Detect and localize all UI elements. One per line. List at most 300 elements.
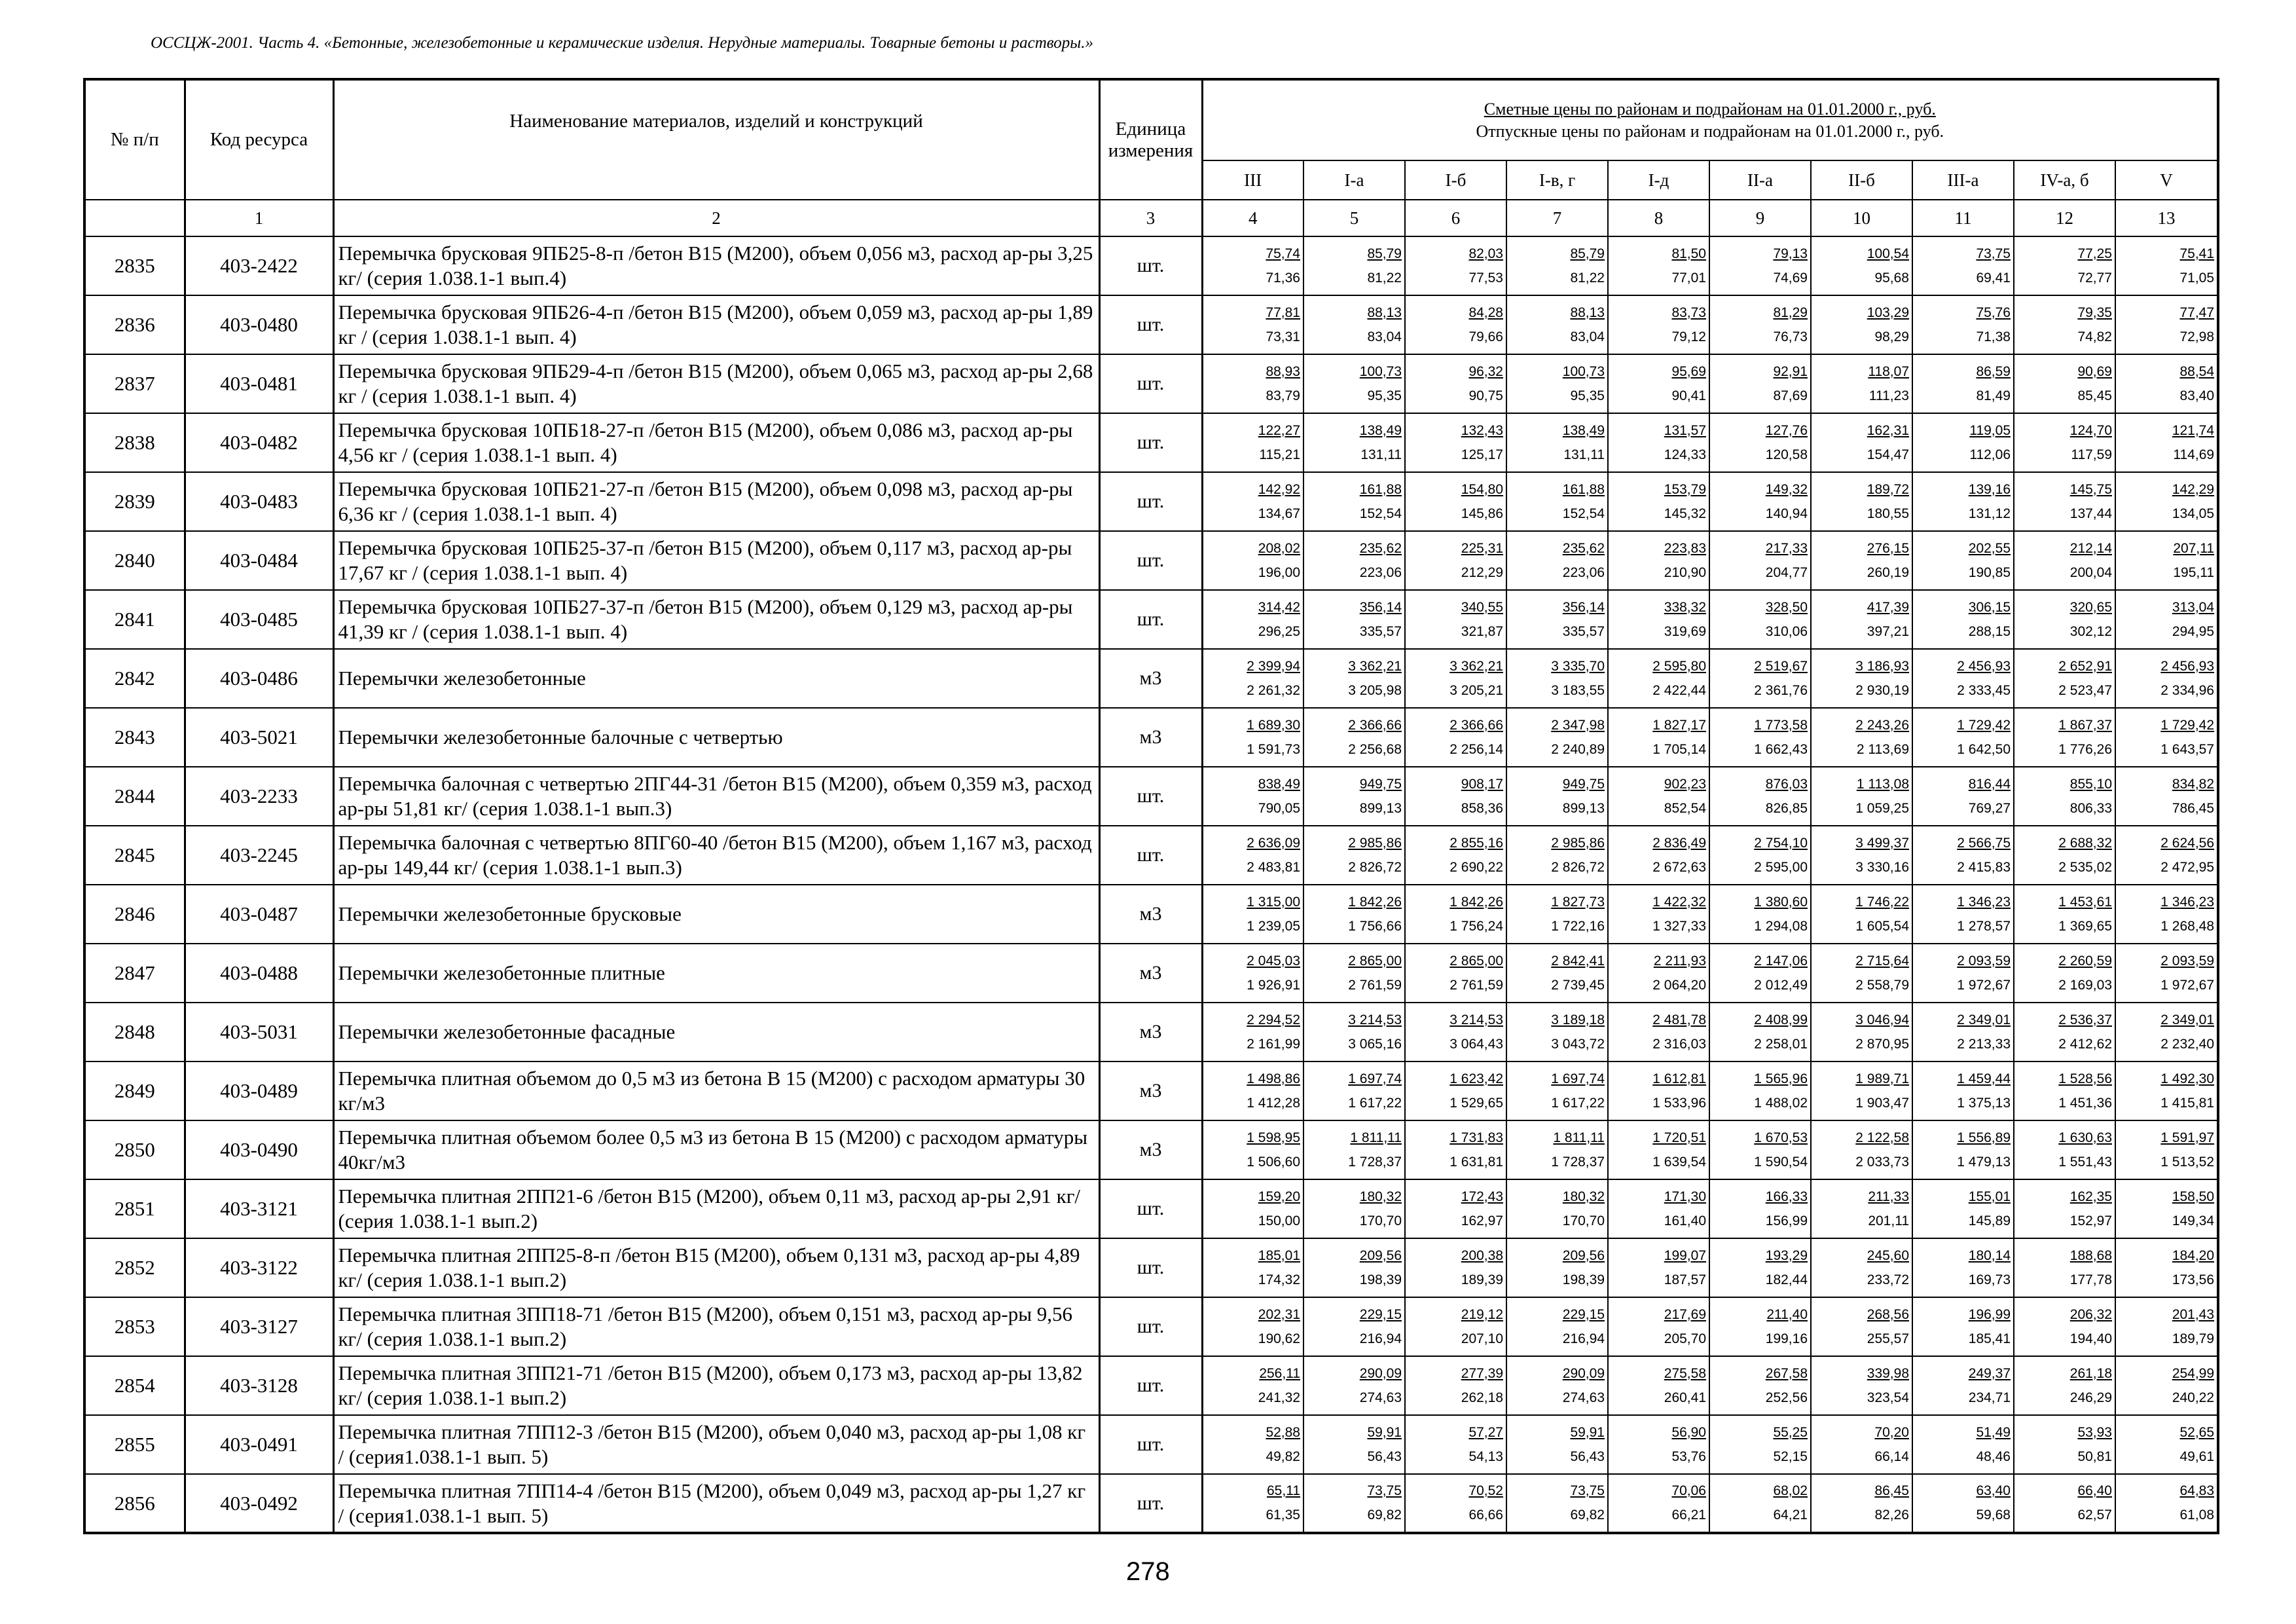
estimated-price: 1 827,73: [1551, 894, 1605, 910]
price-cell: [1506, 1238, 1608, 1297]
price-cell: [1506, 1061, 1608, 1120]
release-price: 1 059,25: [1855, 800, 1909, 816]
estimated-price: 63,40: [1976, 1483, 2011, 1498]
table-row: [84, 1179, 2218, 1238]
price-cell: [1202, 1356, 1303, 1415]
release-price: 260,19: [1867, 564, 1909, 580]
estimated-price: 180,14: [1968, 1247, 2011, 1263]
estimated-price: 193,29: [1765, 1247, 1808, 1263]
release-price: 170,70: [1359, 1213, 1402, 1228]
price-cell: [2115, 472, 2218, 531]
estimated-price: 70,52: [1468, 1483, 1503, 1498]
estimated-price: 65,11: [1267, 1483, 1300, 1498]
price-cell: [1709, 472, 1811, 531]
estimated-price: 1 315,00: [1247, 894, 1300, 910]
price-cell: [1202, 295, 1303, 354]
estimated-price: 267,58: [1765, 1365, 1808, 1381]
price-cell: [1709, 354, 1811, 413]
price-cell: [1709, 708, 1811, 767]
estimated-price: 290,09: [1359, 1365, 1402, 1381]
release-price: 112,06: [1969, 447, 2011, 462]
release-price: 169,73: [1968, 1272, 2011, 1287]
estimated-price: 2 536,37: [2058, 1012, 2112, 1027]
material-name: Перемычка брусковая 10ПБ25-37-п /бетон В15 (М200), объем 0,117 м3, расход ар-ры 17,67 кг / (серия 1.038.1-1 вып. 4): [333, 531, 1099, 590]
estimated-price: 876,03: [1765, 776, 1808, 792]
estimated-price: 138,49: [1359, 422, 1402, 438]
estimated-price: 1 746,22: [1855, 894, 1909, 910]
price-cell: [1202, 1474, 1303, 1533]
release-price: 323,54: [1867, 1390, 1909, 1405]
column-index: 6: [1405, 200, 1506, 236]
price-cell: [2014, 590, 2115, 649]
price-cell: [1202, 1415, 1303, 1474]
release-price: 48,46: [1976, 1449, 2011, 1464]
resource-code: 403-0489: [185, 1061, 333, 1120]
price-cell: [1506, 1356, 1608, 1415]
estimated-price: 59,91: [1367, 1424, 1402, 1440]
release-price: 2 870,95: [1855, 1036, 1909, 1052]
release-price: 294,95: [2172, 623, 2215, 639]
estimated-price: 86,59: [1976, 363, 2011, 379]
release-price: 2 826,72: [1551, 859, 1605, 875]
estimated-price: 277,39: [1461, 1365, 1503, 1381]
price-cell: [2115, 590, 2218, 649]
table-row: [84, 1120, 2218, 1179]
price-cell: [1608, 590, 1709, 649]
table-row: [84, 531, 2218, 590]
estimated-price: 66,40: [2077, 1483, 2112, 1498]
unit-of-measure: шт.: [1099, 295, 1202, 354]
resource-code: 403-0487: [185, 885, 333, 944]
price-cell: [1202, 590, 1303, 649]
estimated-price: 59,91: [1570, 1424, 1605, 1440]
price-cell: [1709, 1120, 1811, 1179]
estimated-price: 417,39: [1867, 599, 1909, 615]
table-row: [84, 708, 2218, 767]
price-cell: [1912, 1474, 2014, 1533]
row-number: 2840: [84, 531, 185, 590]
price-cell: [1811, 1120, 1912, 1179]
price-cell: [1202, 354, 1303, 413]
estimated-price: 229,15: [1359, 1306, 1402, 1322]
release-price: 241,32: [1258, 1390, 1300, 1405]
price-cell: [1506, 1474, 1608, 1533]
estimated-price: 56,90: [1671, 1424, 1706, 1440]
release-price: 131,11: [1360, 447, 1402, 462]
estimated-price: 211,33: [1868, 1189, 1909, 1204]
release-price: 2 113,69: [1856, 741, 1909, 757]
table-row: [84, 1061, 2218, 1120]
estimated-price: 1 422,32: [1652, 894, 1706, 910]
estimated-price: 1 731,83: [1449, 1130, 1503, 1145]
price-cell: [1912, 885, 2014, 944]
material-name: Перемычка плитная 7ПП14-4 /бетон В15 (М200), объем 0,049 м3, расход ар-ры 1,27 кг / (серия1.038.1-1 вып. 5): [333, 1474, 1099, 1533]
estimated-price: 2 260,59: [2058, 953, 2112, 969]
release-price: 1 551,43: [2058, 1154, 2112, 1170]
estimated-price: 1 346,23: [2160, 894, 2215, 910]
price-cell: [1506, 708, 1608, 767]
estimated-price: 83,73: [1671, 304, 1706, 320]
estimated-price: 64,83: [2179, 1483, 2215, 1498]
price-cell: [1303, 354, 1405, 413]
estimated-price: 3 046,94: [1855, 1012, 1909, 1027]
estimated-price: 211,40: [1766, 1306, 1808, 1322]
release-price: 79,12: [1671, 329, 1706, 344]
estimated-price: 95,69: [1671, 363, 1706, 379]
release-price: 2 672,63: [1652, 859, 1706, 875]
release-price: 858,36: [1461, 800, 1503, 816]
release-price: 2 064,20: [1652, 977, 1706, 993]
price-cell: [1405, 1415, 1506, 1474]
estimated-price: 313,04: [2172, 599, 2215, 615]
estimated-price: 75,74: [1266, 246, 1300, 261]
release-price: 2 033,73: [1855, 1154, 1909, 1170]
price-cell: [1303, 1297, 1405, 1356]
release-price: 1 756,66: [1348, 918, 1402, 934]
row-number: 2855: [84, 1415, 185, 1474]
row-number: 2846: [84, 885, 185, 944]
price-cell: [1811, 354, 1912, 413]
price-cell: [1912, 590, 2014, 649]
estimated-price: 1 598,95: [1247, 1130, 1300, 1145]
estimated-price: 52,88: [1266, 1424, 1300, 1440]
price-cell: [1405, 826, 1506, 885]
estimated-price: 254,99: [2172, 1365, 2215, 1381]
price-cell: [1202, 236, 1303, 295]
price-cell: [1608, 767, 1709, 826]
release-price: 74,82: [2077, 329, 2112, 344]
resource-code: 403-0481: [185, 354, 333, 413]
price-cell: [1811, 531, 1912, 590]
release-price: 156,99: [1765, 1213, 1808, 1228]
release-price: 137,44: [2069, 506, 2112, 521]
price-cell: [2014, 708, 2115, 767]
price-cell: [2014, 1356, 2115, 1415]
row-number: 2837: [84, 354, 185, 413]
price-cell: [1912, 354, 2014, 413]
price-cell: [2115, 885, 2218, 944]
price-cell: [1405, 1474, 1506, 1533]
release-price: 2 316,03: [1652, 1036, 1706, 1052]
release-price: 1 972,67: [1957, 977, 2011, 993]
price-cell: [1506, 649, 1608, 708]
release-price: 296,25: [1258, 623, 1300, 639]
release-price: 2 261,32: [1247, 682, 1300, 698]
resource-code: 403-3121: [185, 1179, 333, 1238]
material-name: Перемычки железобетонные балочные с четвертью: [333, 708, 1099, 767]
unit-of-measure: шт.: [1099, 413, 1202, 472]
price-cell: [1709, 295, 1811, 354]
material-name: Перемычка плитная 7ПП12-3 /бетон В15 (М200), объем 0,040 м3, расход ар-ры 1,08 кг / (серия1.038.1-1 вып. 5): [333, 1415, 1099, 1474]
release-price: 50,81: [2077, 1449, 2112, 1464]
estimated-price: 184,20: [2172, 1247, 2215, 1263]
estimated-price: 2 243,26: [1855, 717, 1909, 733]
material-name: Перемычка плитная объемом до 0,5 м3 из бетона В 15 (М200) с расходом арматуры 30 кг/м3: [333, 1061, 1099, 1120]
estimated-price: 261,18: [2069, 1365, 2112, 1381]
release-price: 2 483,81: [1247, 859, 1300, 875]
release-price: 66,66: [1468, 1507, 1503, 1522]
price-cell: [1405, 708, 1506, 767]
header-unit: Единица измерения: [1099, 79, 1202, 200]
price-cell: [1506, 295, 1608, 354]
price-cell: [2014, 1179, 2115, 1238]
release-price: 2 256,14: [1449, 741, 1503, 757]
release-price: 274,63: [1359, 1390, 1402, 1405]
release-price: 82,26: [1874, 1507, 1909, 1522]
release-price: 2 012,49: [1754, 977, 1808, 993]
release-price: 1 488,02: [1754, 1095, 1808, 1111]
estimated-price: 2 366,66: [1449, 717, 1503, 733]
material-name: Перемычка плитная объемом более 0,5 м3 из бетона В 15 (М200) с расходом арматуры 40кг/м3: [333, 1120, 1099, 1179]
estimated-price: 1 459,44: [1957, 1071, 2011, 1086]
unit-of-measure: шт.: [1099, 531, 1202, 590]
unit-of-measure: шт.: [1099, 1356, 1202, 1415]
price-cell: [1709, 531, 1811, 590]
estimated-price: 142,92: [1258, 481, 1300, 497]
release-price: 198,39: [1562, 1272, 1605, 1287]
release-price: 140,94: [1765, 506, 1808, 521]
price-cell: [1912, 1061, 2014, 1120]
release-price: 1 294,08: [1754, 918, 1808, 934]
estimated-price: 276,15: [1867, 540, 1909, 556]
price-cell: [1303, 826, 1405, 885]
estimated-price: 73,75: [1976, 246, 2011, 261]
price-cell: [2115, 354, 2218, 413]
price-cell: [1608, 708, 1709, 767]
resource-code: 403-3122: [185, 1238, 333, 1297]
release-price: 189,39: [1461, 1272, 1503, 1287]
release-price: 90,41: [1671, 388, 1706, 403]
estimated-price: 161,88: [1562, 481, 1605, 497]
release-price: 83,40: [2179, 388, 2215, 403]
release-price: 262,18: [1461, 1390, 1503, 1405]
estimated-price: 855,10: [2069, 776, 2112, 792]
price-cell: [1303, 531, 1405, 590]
table-row: [84, 1415, 2218, 1474]
estimated-price: 1 113,08: [1856, 776, 1909, 792]
price-cell: [1202, 1179, 1303, 1238]
estimated-price: 816,44: [1968, 776, 2011, 792]
row-number: 2844: [84, 767, 185, 826]
price-cell: [1811, 1003, 1912, 1061]
estimated-price: 212,14: [2069, 540, 2112, 556]
estimated-price: 1 623,42: [1449, 1071, 1503, 1086]
release-price: 87,69: [1773, 388, 1808, 403]
release-price: 161,40: [1664, 1213, 1706, 1228]
release-price: 3 205,21: [1449, 682, 1503, 698]
estimated-price: 77,25: [2077, 246, 2112, 261]
price-cell: [1405, 767, 1506, 826]
release-price: 1 591,73: [1247, 741, 1300, 757]
release-price: 204,77: [1765, 564, 1808, 580]
price-cell: [2014, 1297, 2115, 1356]
row-number: 2835: [84, 236, 185, 295]
estimated-price: 1 842,26: [1449, 894, 1503, 910]
price-cell: [2014, 236, 2115, 295]
price-cell: [1303, 590, 1405, 649]
price-cell: [1912, 1415, 2014, 1474]
release-price: 216,94: [1562, 1331, 1605, 1346]
price-cell: [1608, 1061, 1709, 1120]
resource-code: 403-2233: [185, 767, 333, 826]
estimated-price: 356,14: [1562, 599, 1605, 615]
release-price: 786,45: [2172, 800, 2215, 816]
resource-code: 403-5031: [185, 1003, 333, 1061]
estimated-price: 88,13: [1570, 304, 1605, 320]
region-header: I-д: [1608, 160, 1709, 200]
resource-code: 403-0483: [185, 472, 333, 531]
unit-of-measure: м3: [1099, 649, 1202, 708]
estimated-price: 1 697,74: [1348, 1071, 1402, 1086]
table-row: [84, 1003, 2218, 1061]
prices-title-release: Отпускные цены по районам и подрайонам на 01.01.2000 г., руб.: [1476, 121, 1944, 141]
price-cell: [1303, 1179, 1405, 1238]
release-price: 826,85: [1765, 800, 1808, 816]
price-cell: [1912, 1003, 2014, 1061]
price-cell: [1202, 531, 1303, 590]
estimated-price: 88,93: [1266, 363, 1300, 379]
estimated-price: 73,75: [1367, 1483, 1402, 1498]
release-price: 189,79: [2172, 1331, 2215, 1346]
release-price: 1 705,14: [1652, 741, 1706, 757]
price-cell: [1608, 885, 1709, 944]
price-cell: [1405, 944, 1506, 1003]
price-cell: [1506, 1179, 1608, 1238]
release-price: 1 533,96: [1652, 1095, 1706, 1111]
price-cell: [1405, 413, 1506, 472]
estimated-price: 1 729,42: [2160, 717, 2215, 733]
estimated-price: 1 720,51: [1652, 1130, 1706, 1145]
release-price: 76,73: [1773, 329, 1808, 344]
release-price: 95,35: [1367, 388, 1402, 403]
row-number: 2843: [84, 708, 185, 767]
price-cell: [1608, 1179, 1709, 1238]
release-price: 195,11: [2173, 564, 2215, 580]
resource-code: 403-3127: [185, 1297, 333, 1356]
price-cell: [1202, 944, 1303, 1003]
estimated-price: 88,13: [1367, 304, 1402, 320]
estimated-price: 55,25: [1773, 1424, 1808, 1440]
estimated-price: 223,83: [1664, 540, 1706, 556]
column-index: 3: [1099, 200, 1202, 236]
release-price: 145,32: [1664, 506, 1706, 521]
release-price: 1 617,22: [1348, 1095, 1402, 1111]
price-cell: [1811, 1061, 1912, 1120]
release-price: 223,06: [1562, 564, 1605, 580]
estimated-price: 2 715,64: [1855, 953, 1909, 969]
estimated-price: 131,57: [1664, 422, 1706, 438]
release-price: 187,57: [1664, 1272, 1706, 1287]
release-price: 2 595,00: [1754, 859, 1808, 875]
estimated-price: 949,75: [1562, 776, 1605, 792]
estimated-price: 2 399,94: [1247, 658, 1300, 674]
price-cell: [2014, 295, 2115, 354]
estimated-price: 185,01: [1258, 1247, 1300, 1263]
estimated-price: 122,27: [1258, 422, 1300, 438]
price-cell: [1709, 236, 1811, 295]
price-cell: [1709, 767, 1811, 826]
material-name: Перемычка плитная 3ПП18-71 /бетон В15 (М200), объем 0,151 м3, расход ар-ры 9,56 кг/ (серия 1.038.1-1 вып.2): [333, 1297, 1099, 1356]
column-index: 1: [185, 200, 333, 236]
estimated-price: 1 492,30: [2160, 1071, 2215, 1086]
price-cell: [1405, 354, 1506, 413]
release-price: 71,38: [1976, 329, 2011, 344]
column-index: 4: [1202, 200, 1303, 236]
release-price: 81,22: [1570, 270, 1605, 286]
price-cell: [1608, 413, 1709, 472]
estimated-price: 3 335,70: [1551, 658, 1605, 674]
estimated-price: 2 595,80: [1652, 658, 1706, 674]
release-price: 3 183,55: [1551, 682, 1605, 698]
price-cell: [1202, 649, 1303, 708]
estimated-price: 1 729,42: [1957, 717, 2011, 733]
estimated-price: 202,31: [1258, 1306, 1300, 1322]
estimated-price: 2 855,16: [1449, 835, 1503, 851]
table-row: [84, 1238, 2218, 1297]
release-price: 77,53: [1468, 270, 1503, 286]
release-price: 1 728,37: [1348, 1154, 1402, 1170]
estimated-price: 229,15: [1562, 1306, 1605, 1322]
estimated-price: 1 556,89: [1957, 1130, 2011, 1145]
header-prices: [1202, 79, 2218, 160]
estimated-price: 217,33: [1765, 540, 1808, 556]
price-cell: [2115, 1356, 2218, 1415]
row-number: 2852: [84, 1238, 185, 1297]
price-cell: [2014, 413, 2115, 472]
price-cell: [1608, 295, 1709, 354]
price-cell: [1202, 885, 1303, 944]
price-cell: [1202, 413, 1303, 472]
release-price: 61,35: [1266, 1507, 1300, 1522]
price-cell: [1303, 472, 1405, 531]
release-price: 83,04: [1570, 329, 1605, 344]
estimated-price: 119,05: [1969, 422, 2011, 438]
price-cell: [1709, 590, 1811, 649]
table-row: [84, 1474, 2218, 1533]
release-price: 145,89: [1968, 1213, 2011, 1228]
price-cell: [1709, 649, 1811, 708]
release-price: 162,97: [1461, 1213, 1503, 1228]
release-price: 397,21: [1867, 623, 1909, 639]
price-cell: [1506, 767, 1608, 826]
price-cell: [1405, 295, 1506, 354]
estimated-price: 1 773,58: [1754, 717, 1808, 733]
release-price: 2 826,72: [1348, 859, 1402, 875]
release-price: 198,39: [1359, 1272, 1402, 1287]
price-cell: [1405, 1003, 1506, 1061]
price-cell: [2014, 1003, 2115, 1061]
estimated-price: 1 689,30: [1247, 717, 1300, 733]
estimated-price: 81,50: [1671, 246, 1706, 261]
region-header: II-а: [1709, 160, 1811, 200]
estimated-price: 149,32: [1765, 481, 1808, 497]
release-price: 1 590,54: [1754, 1154, 1808, 1170]
region-header: II-б: [1811, 160, 1912, 200]
release-price: 310,06: [1765, 623, 1808, 639]
release-price: 899,13: [1359, 800, 1402, 816]
release-price: 302,12: [2069, 623, 2112, 639]
table-row: [84, 885, 2218, 944]
release-price: 1 756,24: [1449, 918, 1503, 934]
estimated-price: 2 093,59: [1957, 953, 2011, 969]
release-price: 174,32: [1258, 1272, 1300, 1287]
material-name: Перемычка балочная с четвертью 8ПГ60-40 /бетон В15 (М200), объем 1,167 м3, расход ар-ры 149,44 кг/ (серия 1.038.1-1 вып.3): [333, 826, 1099, 885]
release-price: 1 605,54: [1855, 918, 1909, 934]
release-price: 131,11: [1563, 447, 1605, 462]
release-price: 124,33: [1664, 447, 1706, 462]
release-price: 1 926,91: [1247, 977, 1300, 993]
price-cell: [2115, 1474, 2218, 1533]
